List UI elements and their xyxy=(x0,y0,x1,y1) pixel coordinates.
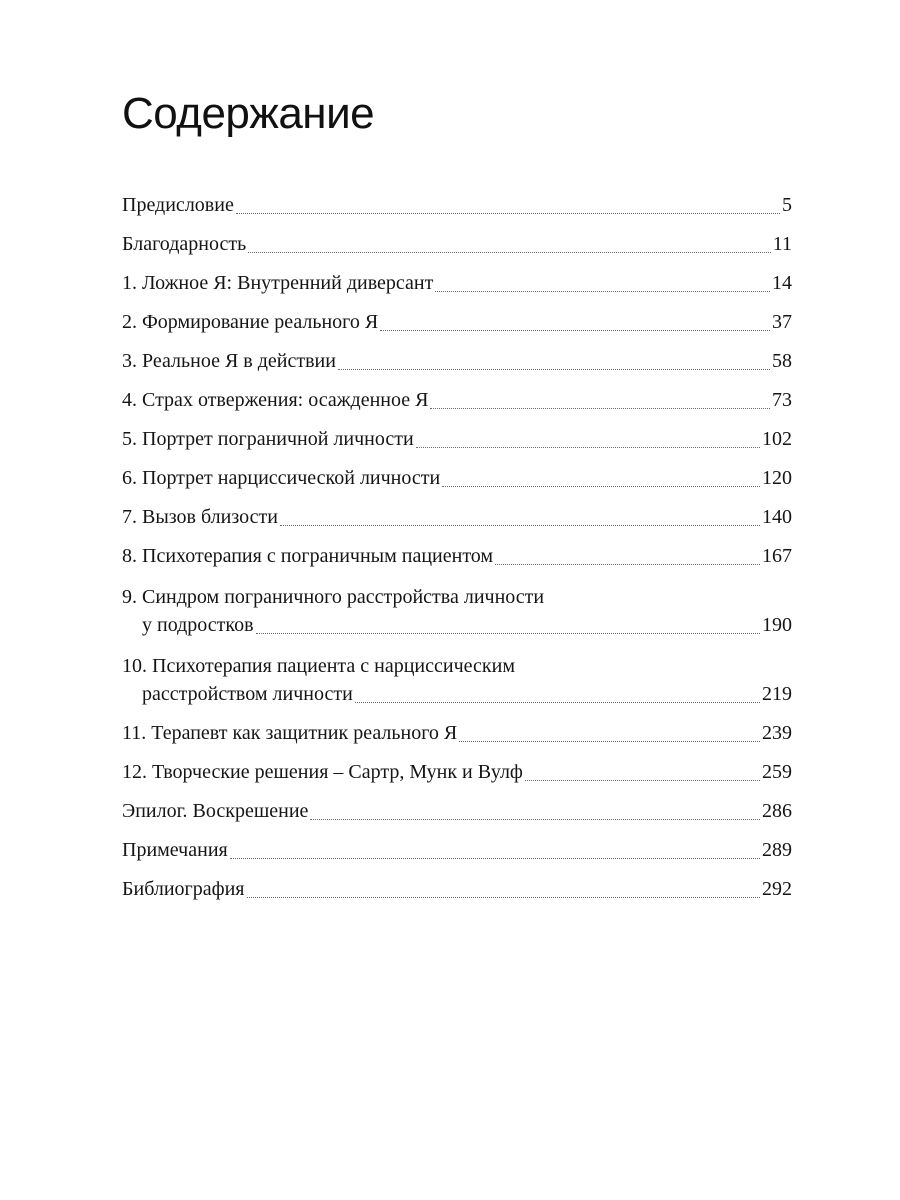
toc-row xyxy=(122,504,792,531)
toc-row xyxy=(122,612,792,639)
toc-entry xyxy=(122,543,792,570)
toc-entry-label: 9. Синдром пограничного расстройства личности xyxy=(122,586,545,608)
dot-leader xyxy=(416,446,760,448)
toc-entry-label-continued: у подростков xyxy=(142,614,254,636)
dot-leader xyxy=(525,779,760,781)
toc-entry-page: 292 xyxy=(762,878,792,900)
toc-entry-page: 73 xyxy=(772,389,792,411)
toc-row xyxy=(122,837,792,864)
toc-entry-label: 4. Страх отвержения: осажденное Я xyxy=(122,389,429,411)
toc-entry-label: 5. Портрет пограничной личности xyxy=(122,428,414,450)
dot-leader xyxy=(430,407,770,409)
toc-row xyxy=(122,681,792,708)
dot-leader xyxy=(338,368,770,370)
toc-entry-label: 3. Реальное Я в действии xyxy=(122,350,336,372)
dot-leader xyxy=(248,251,771,253)
toc-entry-page: 259 xyxy=(762,761,792,783)
toc-entry-page: 5 xyxy=(782,194,792,216)
dot-leader xyxy=(280,524,760,526)
toc-row xyxy=(122,426,792,453)
toc-row xyxy=(122,465,792,492)
dot-leader xyxy=(459,740,760,742)
toc-row xyxy=(122,309,792,336)
dot-leader xyxy=(495,563,760,565)
toc-entry-page: 167 xyxy=(762,545,792,567)
toc-entry xyxy=(122,720,792,747)
toc-entry-page: 140 xyxy=(762,506,792,528)
toc-row xyxy=(122,231,792,258)
toc-entry-page: 190 xyxy=(762,614,792,636)
toc-entry-page: 58 xyxy=(772,350,792,372)
dot-leader xyxy=(310,818,760,820)
toc-entry-page: 239 xyxy=(762,722,792,744)
dot-leader xyxy=(236,212,780,214)
toc-entry-page: 289 xyxy=(762,839,792,861)
toc-row xyxy=(122,192,792,219)
toc-entry-page: 219 xyxy=(762,683,792,705)
toc-entry xyxy=(122,426,792,453)
toc-entry xyxy=(122,192,792,219)
dot-leader xyxy=(355,701,760,703)
toc-entry xyxy=(122,759,792,786)
toc-entry xyxy=(122,309,792,336)
toc-entry-label: Библиография xyxy=(122,878,245,900)
toc-entry-label: Предисловие xyxy=(122,194,234,216)
dot-leader xyxy=(247,896,761,898)
dot-leader xyxy=(256,632,760,634)
toc-entry-label: 11. Терапевт как защитник реального Я xyxy=(122,722,458,744)
toc-entry-label: 12. Творческие решения – Сартр, Мунк и Вулф xyxy=(122,761,523,783)
toc-row xyxy=(122,876,792,903)
toc-row xyxy=(122,759,792,786)
toc-entry-page: 286 xyxy=(762,800,792,822)
toc-entry xyxy=(122,651,792,708)
toc-entry-label: 7. Вызов близости xyxy=(122,506,278,528)
toc-row xyxy=(122,720,792,747)
toc-entry xyxy=(122,876,792,903)
toc-entry xyxy=(122,837,792,864)
toc-entry-page: 120 xyxy=(762,467,792,489)
toc-entry-label: 8. Психотерапия с пограничным пациентом xyxy=(122,545,494,567)
toc-entry-page: 14 xyxy=(772,272,792,294)
toc-row xyxy=(122,270,792,297)
toc-entry-page: 11 xyxy=(772,233,792,255)
toc-entry xyxy=(122,348,792,375)
table-of-contents xyxy=(122,192,792,915)
toc-entry xyxy=(122,798,792,825)
toc-entry-label-continued: расстройством личности xyxy=(142,683,353,705)
toc-entry-label: Благодарность xyxy=(122,233,247,255)
dot-leader xyxy=(435,290,770,292)
toc-entry-label: 2. Формирование реального Я xyxy=(122,311,379,333)
dot-leader xyxy=(442,485,760,487)
toc-entry-label: Эпилог. Воскрешение xyxy=(122,800,309,822)
toc-row xyxy=(122,798,792,825)
toc-entry xyxy=(122,465,792,492)
toc-row xyxy=(122,387,792,414)
toc-row xyxy=(122,543,792,570)
toc-entry-page: 102 xyxy=(762,428,792,450)
toc-entry xyxy=(122,270,792,297)
toc-entry xyxy=(122,582,792,639)
toc-entry xyxy=(122,504,792,531)
dot-leader xyxy=(380,329,770,331)
toc-entry xyxy=(122,387,792,414)
toc-entry-label: 10. Психотерапия пациента с нарциссическим xyxy=(122,655,515,677)
toc-row xyxy=(122,348,792,375)
toc-entry-label: 6. Портрет нарциссической личности xyxy=(122,467,441,489)
toc-entry xyxy=(122,231,792,258)
toc-entry-label: 1. Ложное Я: Внутренний диверсант xyxy=(122,272,434,294)
page-title: Содержание xyxy=(122,89,375,138)
toc-entry-page: 37 xyxy=(772,311,792,333)
dot-leader xyxy=(230,857,760,859)
toc-entry-label: Примечания xyxy=(122,839,228,861)
